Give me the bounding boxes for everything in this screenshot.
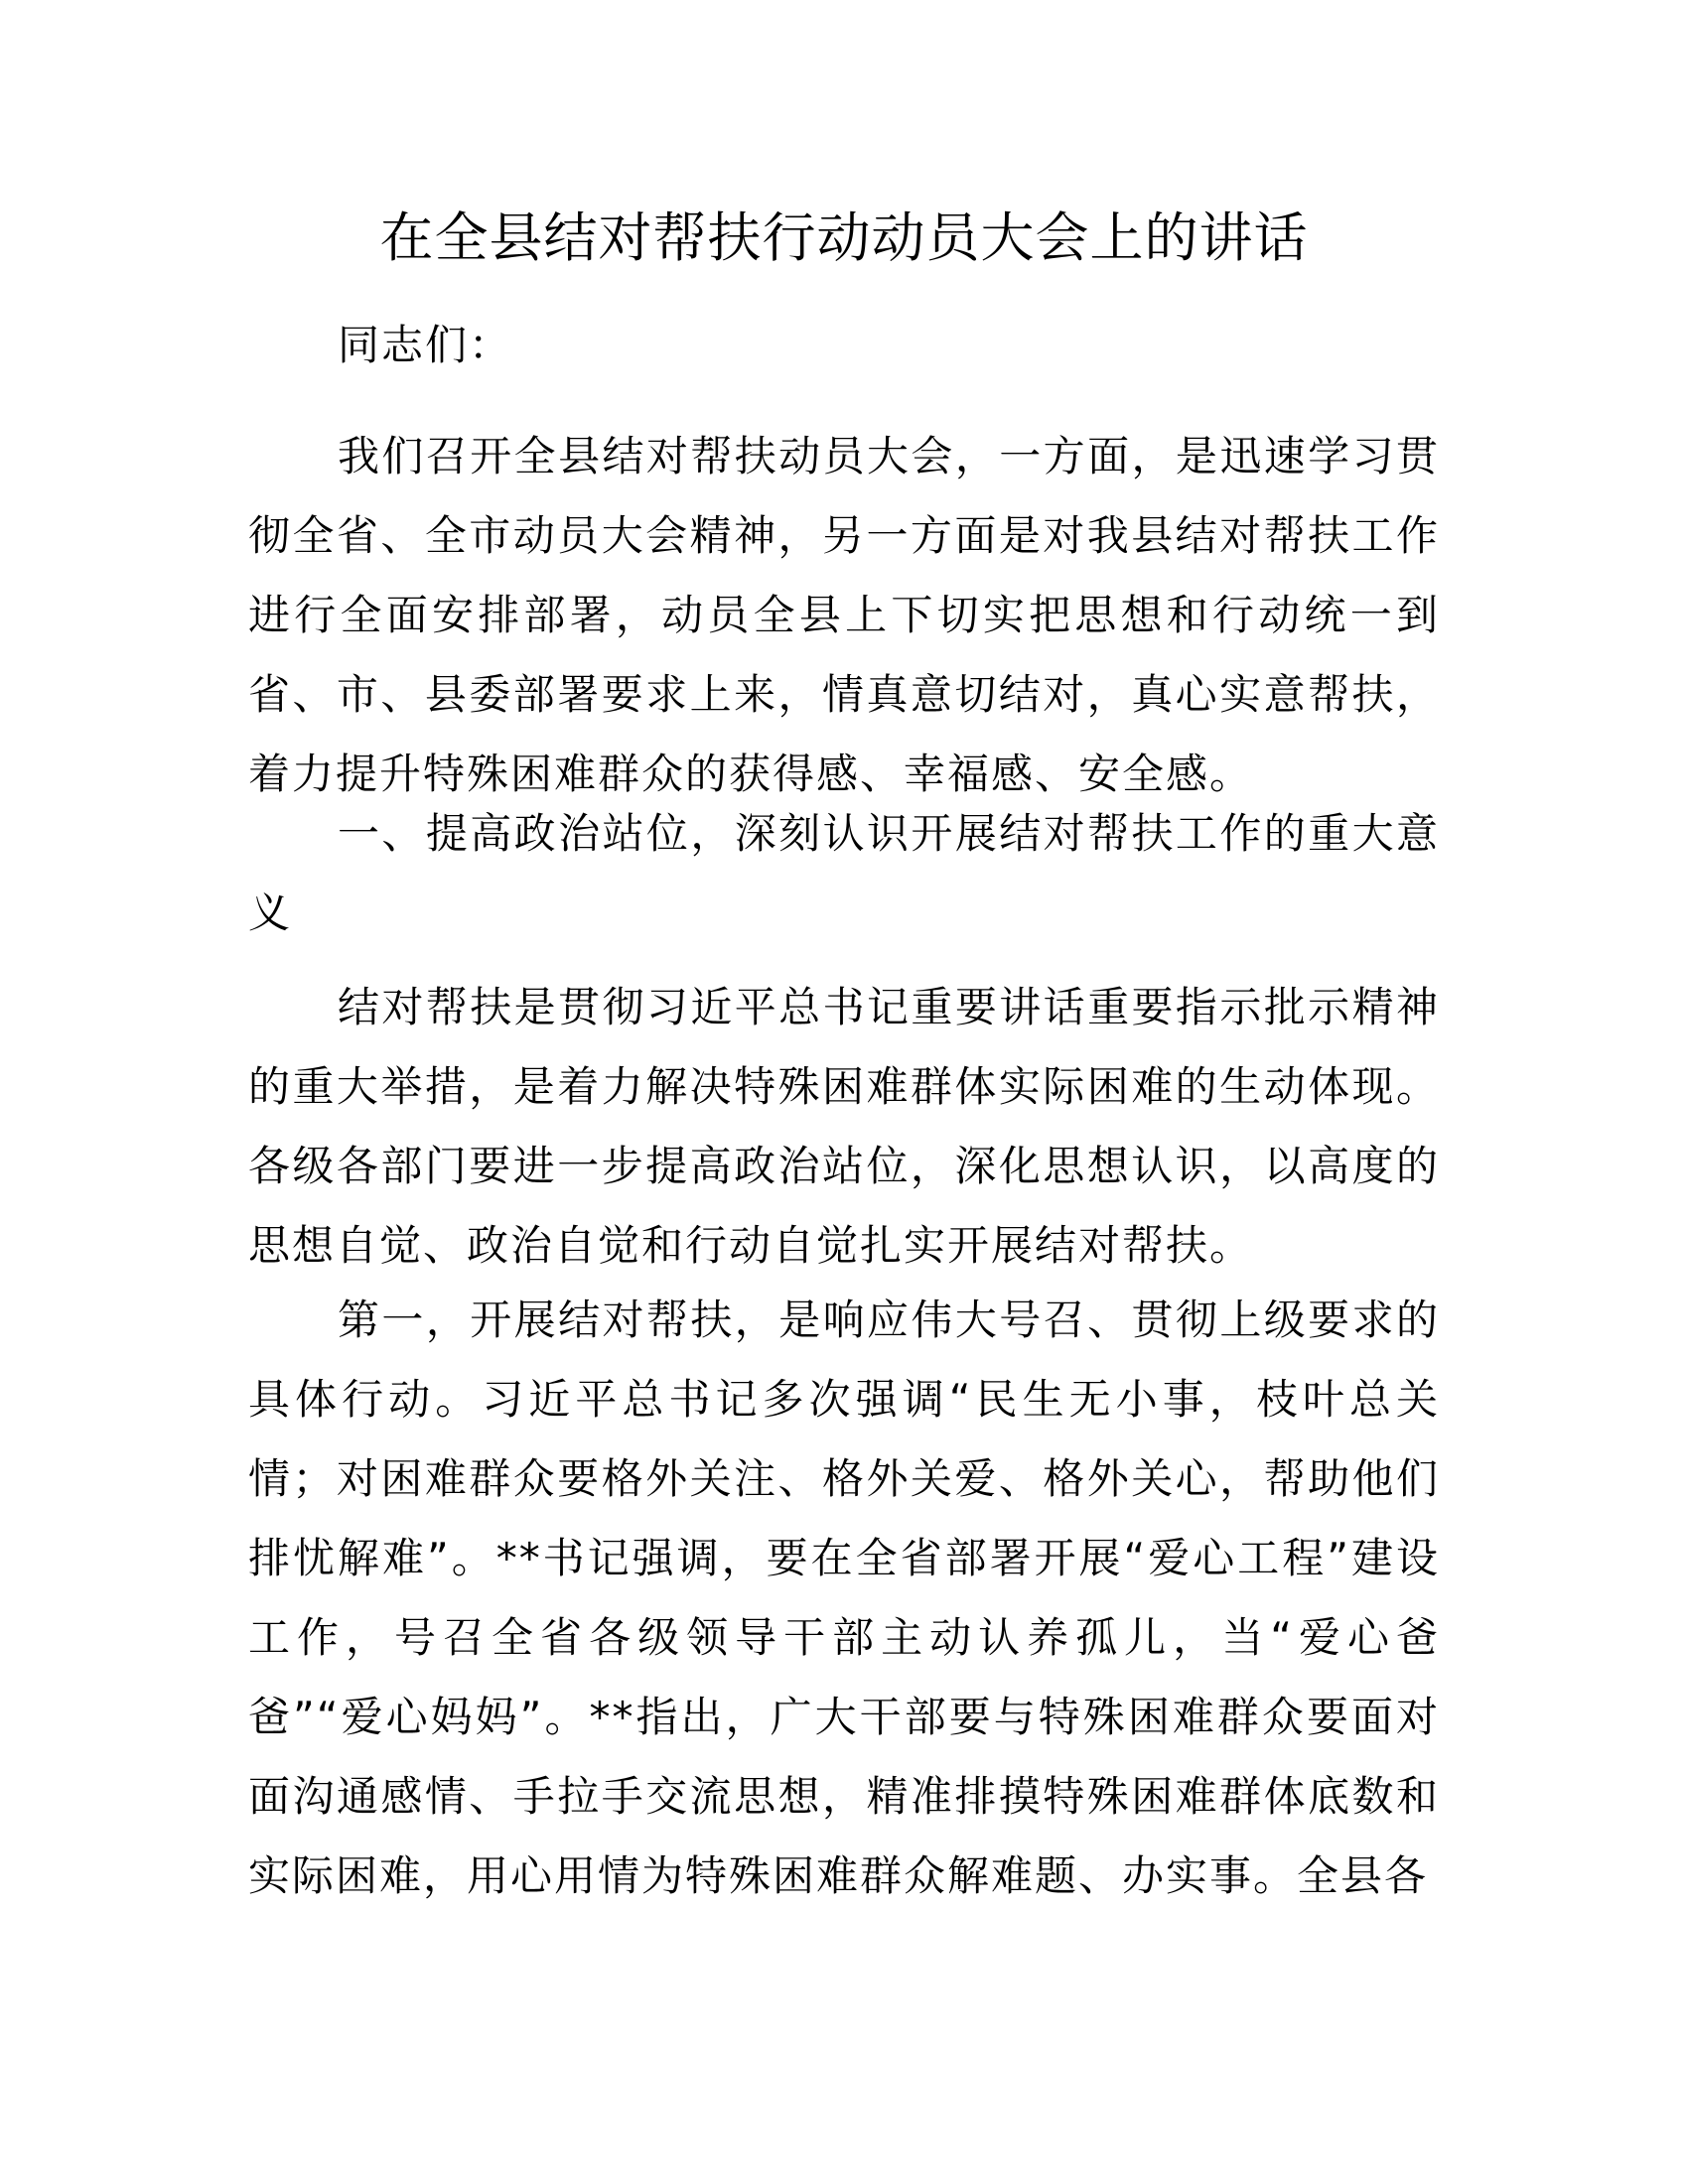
document-title: 在全县结对帮扶行动动员大会上的讲话: [379, 206, 1309, 269]
salutation: 同志们：: [338, 321, 513, 369]
section-heading-1: 一、提高政治站位，深刻认识开展结对帮扶工作的重大意义: [248, 809, 1440, 937]
paragraph-significance: 结对帮扶是贯彻习近平总书记重要讲话重要指示批示精神的重大举措，是着力解决特殊困难群体实际困难的生动体现。各级各部门要进一步提高政治站位，深化思想认识，以高度的思想自觉、政治自觉和行动自觉扎实开展结对帮扶。: [248, 983, 1440, 1270]
paragraph-intro: 我们召开全县结对帮扶动员大会，一方面，是迅速学习贯彻全省、全市动员大会精神，另一方面是对我县结对帮扶工作进行全面安排部署，动员全县上下切实把思想和行动统一到省、市、县委部署要求上来，情真意切结对，真心实意帮扶，着力提升特殊困难群众的获得感、幸福感、安全感。: [248, 432, 1440, 798]
paragraph-first-point: 第一，开展结对帮扶，是响应伟大号召、贯彻上级要求的具体行动。习近平总书记多次强调“民生无小事，枝叶总关情；对困难群众要格外关注、格外关爱、格外关心，帮助他们排忧解难”。**书记强调，要在全省部署开展“爱心工程”建设工作，号召全省各级领导干部主动认养孤儿，当“爱心爸爸”“爱心妈妈”。**指出，广大干部要与特殊困难群众要面对面沟通感情、手拉手交流思想，精准排摸特殊困难群体底数和实际困难，用心用情为特殊困难群众解难题、办实事。全县各: [248, 1296, 1440, 1900]
